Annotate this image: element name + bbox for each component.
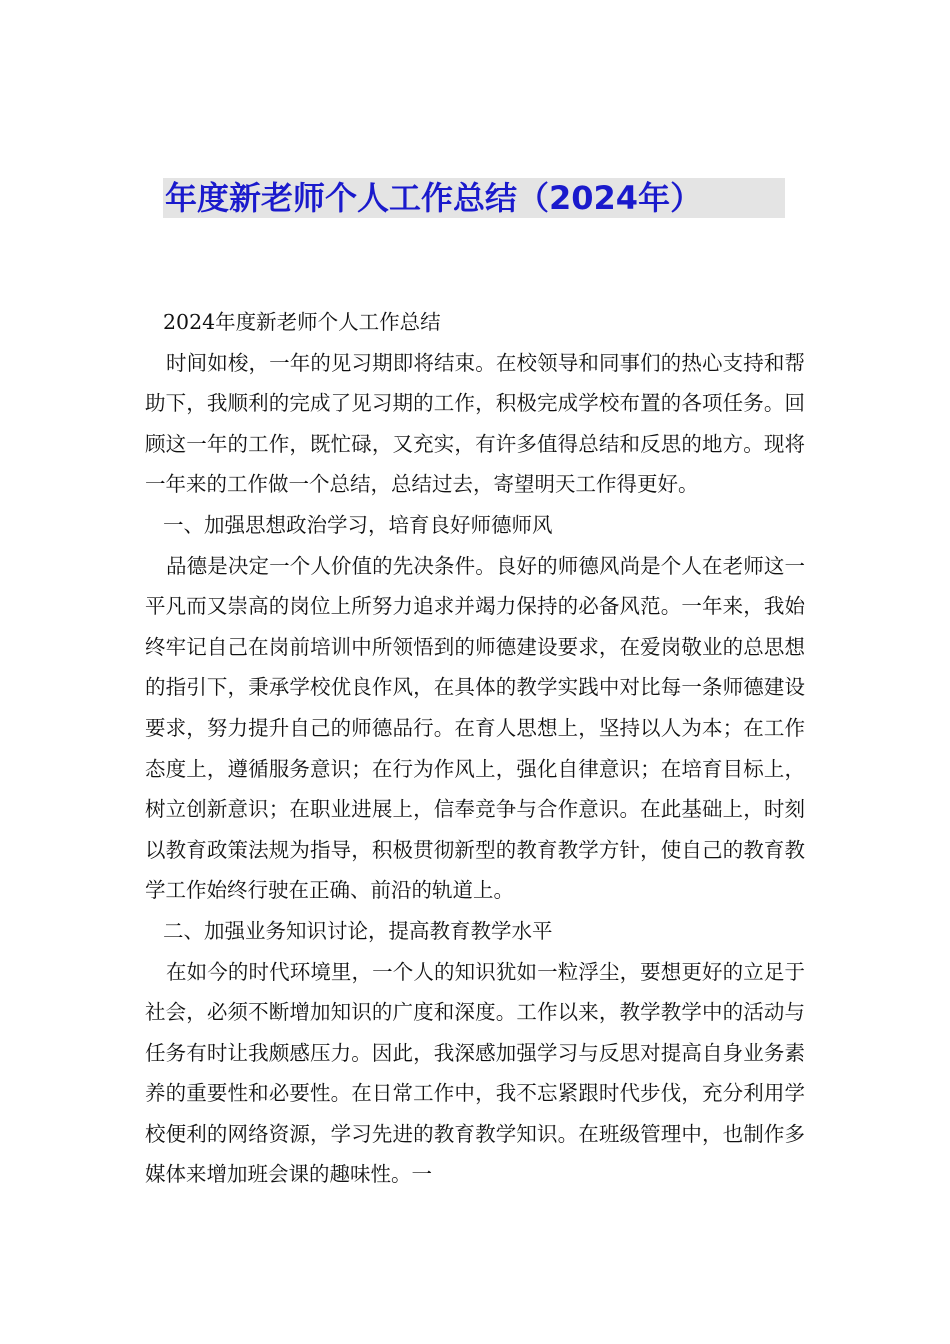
paragraph-section-1: 品德是决定一个人价值的先决条件。良好的师德风尚是个人在老师这一平凡而又崇高的岗位上所努力追求并竭力保持的必备风范。一年来，我始终牢记自己在岗前培训中所领悟到的师德建设要求，在爱岗敬业的总思想的指引下，秉承学校优良作风，在具体的教学实践中对比每一条师德建设要求，努力提升自己的师德品行。在育人思想上，坚持以人为本；在工作态度上，遵循服务意识；在行为作风上，强化自律意识；在培育目标上，树立创新意识；在职业进展上，信奉竞争与合作意识。在此基础上，时刻以教育政策法规为指导，积极贯彻新型的教育教学方针，使自己的教育教学工作始终行驶在正确、前沿的轨道上。: [145, 553, 805, 903]
section-heading-1: 一、加强思想政治学习，培育良好师德师风: [163, 512, 553, 537]
paragraph-section-2: 在如今的时代环境里，一个人的知识犹如一粒浮尘，要想更好的立足于社会，必须不断增加知识的广度和深度。工作以来，教学教学中的活动与任务有时让我颇感压力。因此，我深感加强学习与反思对提高自身业务素养的重要性和必要性。在日常工作中，我不忘紧跟时代步伐，充分利用学校便利的网络资源，学习先进的教育教学知识。在班级管理中，也制作多媒体来增加班会课的趣味性。一: [145, 959, 805, 1187]
section-heading-2: 二、加强业务知识讨论，提高教育教学水平: [163, 918, 553, 943]
subtitle-line: 2024年度新老师个人工作总结: [163, 310, 441, 334]
document-title: 年度新老师个人工作总结（2024年）: [165, 179, 703, 217]
document-body: [145, 302, 805, 1195]
paragraph-intro: 时间如梭，一年的见习期即将结束。在校领导和同事们的热心支持和帮助下，我顺利的完成了见习期的工作，积极完成学校布置的各项任务。回顾这一年的工作，既忙碌，又充实，有许多值得总结和反思的地方。现将一年来的工作做一个总结，总结过去，寄望明天工作得更好。: [145, 350, 805, 497]
